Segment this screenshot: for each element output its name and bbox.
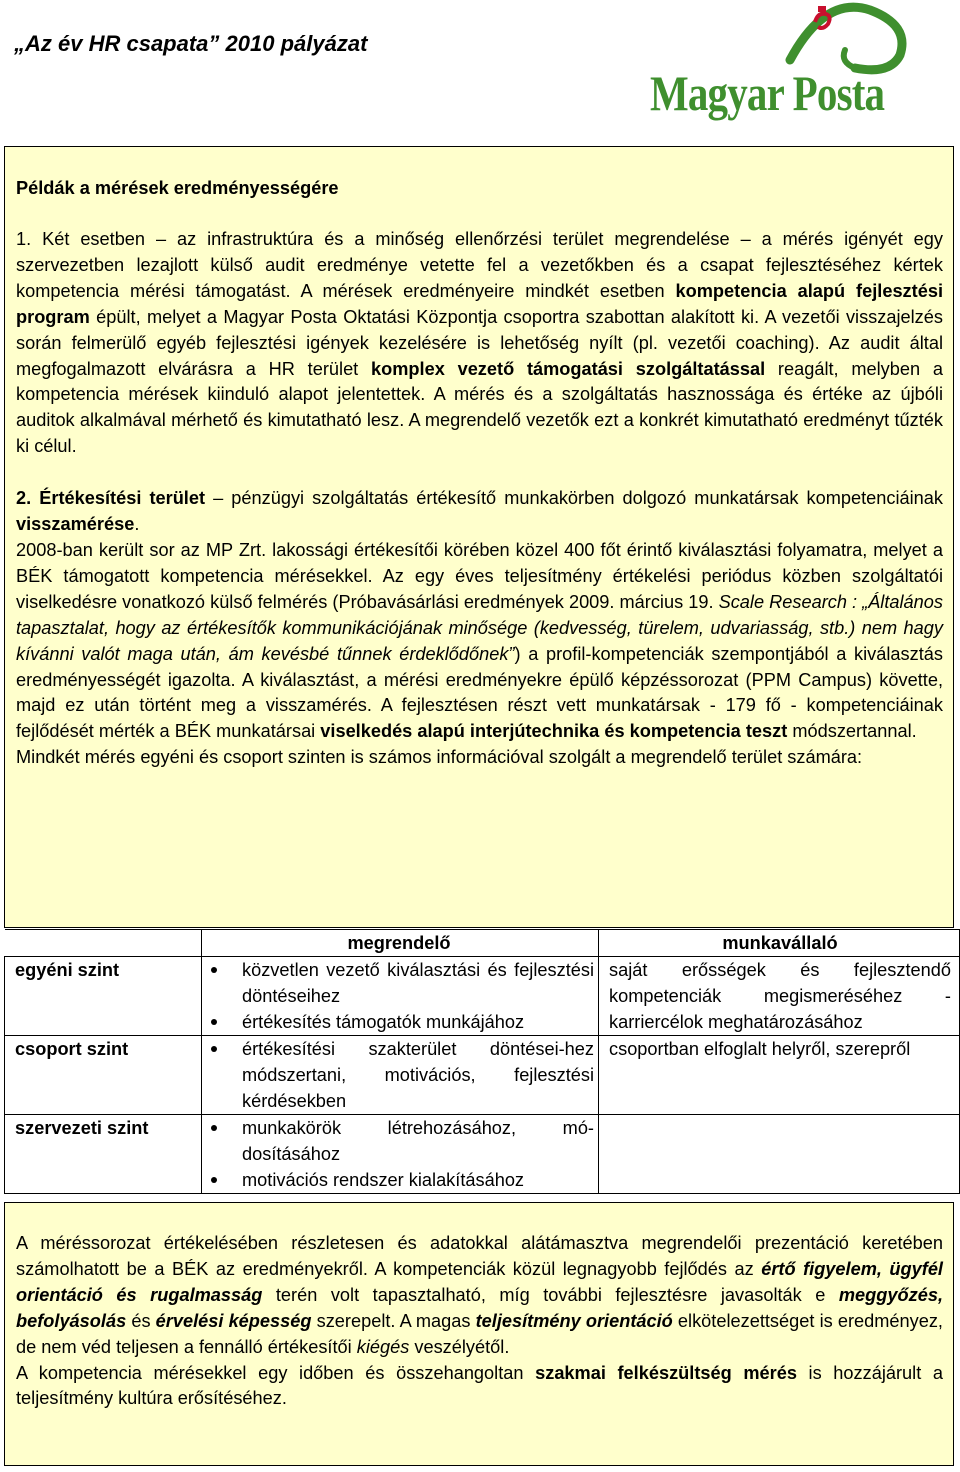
closing-paragraph: A kompetencia mérésekkel egy időben és összehangoltan szakmai felkészültség mérés is hozzájárult a teljesítmény kultúra erősítéséhez. (16, 1362, 943, 1409)
list-item: értékesítés támogatók munkájához (204, 1009, 594, 1035)
page-header (0, 0, 960, 146)
logo-wordmark: Magyar Posta (650, 65, 885, 121)
table-header-row (5, 930, 960, 957)
row-label: egyéni szint (5, 957, 202, 1036)
examples-panel (4, 146, 954, 928)
table-row (5, 1115, 960, 1194)
summary-paragraph: Mindkét mérés egyéni és csoport szinten is számos információval szolgált a megrendelő terület számára: (16, 747, 863, 768)
results-table (4, 929, 960, 1194)
header-title: „Az év HR csapata” 2010 pályázat (14, 31, 368, 56)
example-2-heading: 2. Értékesítési terület – pénzügyi szolgáltatás értékesítő munkakörben dolgozó munkatársak kompetenciáinak visszamérése. (16, 488, 943, 535)
employee-cell: saját erősségek és fejlesztendő kompetenciák megismeréséhez - karriercélok meghatározásához (599, 957, 960, 1036)
table-row (5, 1036, 960, 1115)
table-row (5, 957, 960, 1036)
example-2-paragraph: 2008-ban került sor az MP Zrt. lakossági értékesítői körében közel 400 főt érintő kiválasztási folyamatra, melyet a BÉK támogatott kompetencia mérésekkel. Az egy éves teljesítmény értékelési periódus közben szolgáltatói viselkedésre vonatkozó külső felmérés (Próbavásárlási eredmények 2009. március 19. Scale Research : „Általános tapasztalat, hogy az értékesítők kommunikációjának minősége (kedvesség, türelem, udvariasság, stb.) nem hagy kívánni valót maga után, ám kevésbé tűnnek érdeklődőnek”) a profil-kompetenciák szempontjából a kiválasztás eredményességét igazolta. A kiválasztást, a mérési eredményekre épülő képzéssorozat (PPM Campus) követte, majd ez után történt meg a visszamérés. A fejlesztésen részt vett munkatársak - 179 fő - kompetenciáinak fejlődését mérték a BÉK munkatársai viselkedés alapú interjútechnika és kompetencia teszt módszertannal. (16, 539, 944, 742)
column-header-munkavallalo: munkavállaló (599, 930, 960, 957)
column-header-megrendelo: megrendelő (202, 930, 599, 957)
list-item: munkakörök létrehozásához, mó-dosításához (204, 1115, 594, 1167)
example-1-paragraph: 1. Két esetben – az infrastruktúra és a minőség ellenőrzési terület megrendelése – a mérés igényét egy szervezetben lezajlott külső audit eredménye vetette fel a vezetőkben és a csapat fejlesztéséhez kértek kompetencia mérési támogatást. A mérések eredményeire mindkét esetben kompetencia alapú fejlesztési program épült, melyet a Magyar Posta Oktatási Központja csoportra szabottan alakított ki. A vezetői visszajelzés során felmerülő egyéb fejlesztési igények kezelésére is lehetőség nyílt (pl. vezetői coaching). Az audit által megfogalmazott elvárásra a HR terület komplex vezető támogatási szolgáltatással reagált, melyben a kompetencia mérések kiinduló alapot jelentettek. A mérés és a szolgáltatás hasznossága és értéke az újbóli auditok alkalmával mérhető és kimutatható lesz. A megrendelő vezetők ezt a konkrét kimutatható eredményt tűzték ki célul. (16, 229, 944, 457)
conclusion-panel (4, 1202, 954, 1466)
list-item: értékesítési szakterület döntései-hez módszertani, motivációs, fejlesztési kérdésekben (204, 1036, 594, 1114)
list-item: közvetlen vezető kiválasztási és fejlesztési döntéseihez (204, 957, 594, 1009)
magyar-posta-logo (640, 0, 940, 140)
row-label: csoport szint (5, 1036, 202, 1115)
row-label: szervezeti szint (5, 1115, 202, 1194)
employee-cell: csoportban elfoglalt helyről, szerepről (599, 1036, 960, 1115)
conclusion-paragraph: A méréssorozat értékelésében részletesen és adatokkal alátámasztva megrendelői prezentáció keretében számolhatott be a BÉK az eredményekről. A kompetenciák közül legnagyobb fejlődés az értő figyelem, ügyfél orientáció és rugalmasság terén volt tapasztalható, míg további fejlesztésre javasolták e meggyőzés, befolyásolás és érvelési képesség szerepelt. A magas teljesítmény orientáció elkötelezettséget is eredményez, de nem véd teljesen a fennálló értékesítői kiégés veszélyétől. (16, 1233, 943, 1357)
list-item: motivációs rendszer kialakításához (204, 1167, 594, 1193)
employee-cell (599, 1115, 960, 1194)
section-heading: Példák a mérések eredményességére (16, 178, 339, 198)
